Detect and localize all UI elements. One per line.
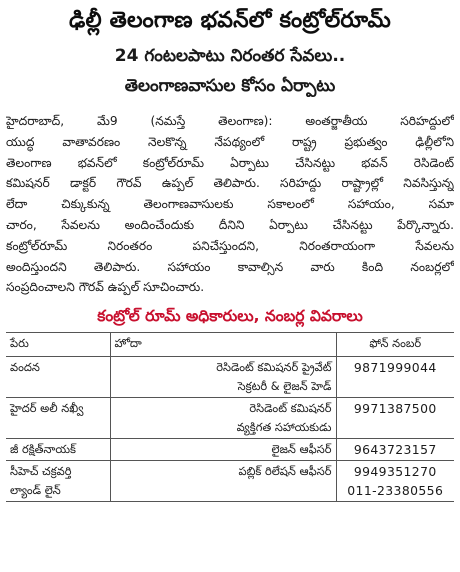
body-line: లేదా చిక్కుకున్న తెలంగాణవాసులకు సకాలంలో సహాయం, సమా: [6, 197, 454, 212]
officer-name: [6, 357, 110, 398]
officers-table: [6, 332, 454, 502]
officer-phone: [336, 357, 454, 398]
officer-name: [6, 398, 110, 439]
body-line: యుద్ధ వాతావరణం నెలకొన్న నేపథ్యంలో రాష్ట్ర ప్రభుత్వం ఢిల్లీలోని: [6, 134, 454, 149]
table-row: [6, 357, 454, 398]
body-line: అందిస్తుందని తెలిపారు. సహాయం కావాల్సిన వారు కింది నంబర్లలో: [6, 259, 454, 274]
officer-name-text: హైదర్ అలీ నఖ్వీ: [10, 401, 84, 416]
landline-number: 011-23380556: [347, 483, 444, 499]
designation-text: రెసిడెంట్ కమిషనర్: [249, 401, 332, 416]
designation-text: లైజన్ ఆఫీసర్: [271, 442, 332, 457]
table-row: [6, 439, 454, 461]
body-line: హైదరాబాద్, మే9 (నమస్తే తెలంగాణ): అంతర్జాతీయ సరిహద్దులో: [6, 114, 454, 128]
officer-name-text: సీహెచ్ చక్రవర్తి: [10, 464, 72, 479]
designation-text: సెక్రటరీ & లైజన్ హెడ్: [237, 379, 332, 394]
officer-designation: [110, 357, 336, 398]
table-header-row: [6, 333, 454, 357]
officer-designation: [110, 461, 336, 502]
designation-text: వ్యక్తిగత సహాయకుడు: [236, 420, 332, 435]
officer-phone: [336, 461, 454, 502]
header-phone: ఫోన్ నంబర్: [336, 333, 454, 357]
body-line: చారం, సేవలను అందించేందుకు దీనిని ఏర్పాటు చేసినట్టు పేర్కొన్నారు.: [6, 217, 454, 232]
body-line: కమిషనర్ డాక్టర్ గౌరవ్ ఉప్పల్ తెలిపారు. సరిహద్దు రాష్ట్రాల్లో నివసిస్తున్న: [6, 176, 454, 191]
header-designation: హోదా: [110, 333, 336, 357]
header-name: పేరు: [6, 333, 110, 357]
landline-label: ల్యాండ్ లైన్: [10, 483, 61, 498]
officer-name-text: జీ రక్షిత్‌నాయక్: [10, 442, 76, 457]
designation-text: పబ్లిక్ రిలేషన్ ఆఫీసర్: [238, 464, 332, 479]
table-row: [6, 461, 454, 502]
officer-designation: [110, 398, 336, 439]
designation-text: రెసిడెంట్ కమిషనర్ ప్రైవేట్: [216, 360, 332, 375]
subheadline-services: 24 గంటలపాటు నిరంతర సేవలు..: [114, 46, 346, 66]
phone-number: 9971387500: [353, 401, 437, 417]
article-body: [6, 111, 454, 298]
headline: ఢిల్లీ తెలంగాణ భవన్‌లో కంట్రోల్‌రూమ్: [68, 8, 392, 33]
body-line: కంట్రోల్‌రూమ్ నిరంతరం పనిచేస్తుందని, నిరంతరాయంగా సేవలను: [6, 238, 454, 253]
officer-phone: [336, 439, 454, 461]
subheadline-setup: తెలంగాణవాసుల కోసం ఏర్పాటు: [124, 76, 336, 96]
officer-name-text: వందన: [10, 360, 40, 375]
officer-name: [6, 461, 110, 502]
phone-number: 9643723157: [353, 442, 437, 458]
officer-designation: [110, 439, 336, 461]
body-line: సంప్రదించాలని గౌరవ్ ఉప్పల్ సూచించారు.: [6, 280, 205, 295]
phone-number: 9871999044: [353, 360, 437, 376]
body-line: తెలంగాణ భవన్‌లో కంట్రోల్‌రూమ్ ఏర్పాటు చేసినట్టు భవన్ రెసిడెంట్: [6, 155, 454, 170]
officer-phone: [336, 398, 454, 439]
officer-name: [6, 439, 110, 461]
phone-number: 9949351270: [353, 464, 437, 480]
table-row: [6, 398, 454, 439]
officers-table-title: కంట్రోల్ రూమ్ అధికారులు, నంబర్ల వివరాలు: [97, 307, 363, 326]
